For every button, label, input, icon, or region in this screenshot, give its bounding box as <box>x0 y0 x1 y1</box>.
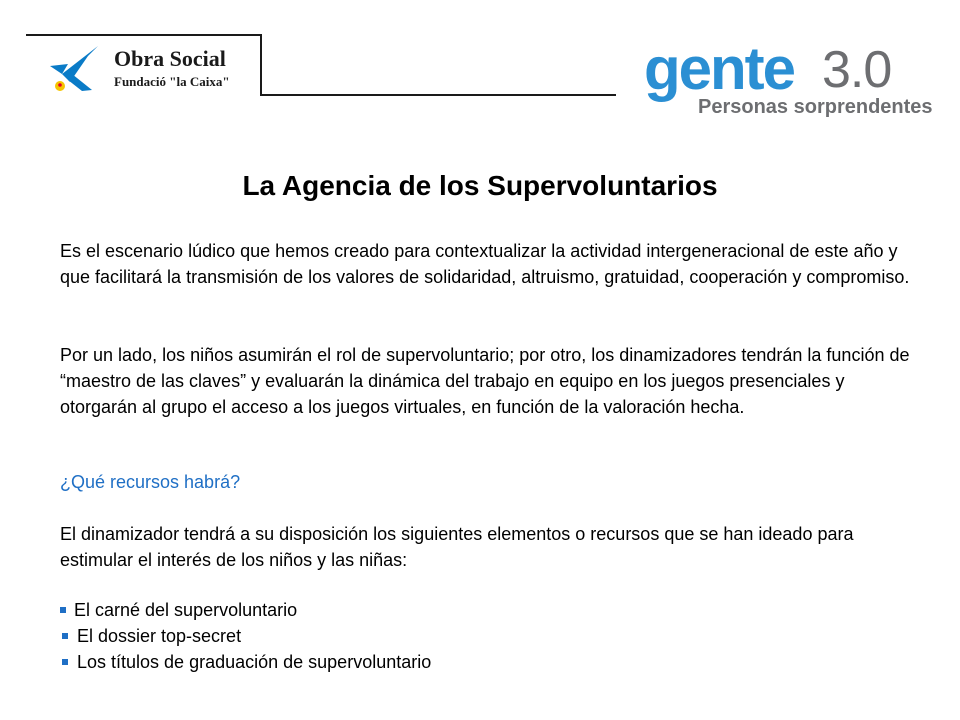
list-item <box>60 597 910 623</box>
list-item-label: El dossier top-secret <box>77 626 242 646</box>
list-item <box>60 649 910 675</box>
header-rule-vertical <box>260 34 262 96</box>
resources-question: ¿Qué recursos habrá? <box>60 472 241 492</box>
gente-logo-version: 3.0 <box>822 41 892 99</box>
star-blue-arm-main <box>62 46 98 82</box>
resources-paragraph: El dinamizador tendrá a su disposición los siguientes elementos o recursos que se han ideado para estimular el interés de los niños y las niñas: <box>60 524 854 570</box>
obra-social-la-caixa-logo <box>48 44 248 98</box>
resources-list <box>60 597 910 675</box>
gente-logo-word: gente <box>644 35 795 102</box>
gente-logo-tagline: Personas sorprendentes <box>698 96 933 118</box>
bullet-square-icon <box>62 633 68 639</box>
star-red-dot <box>58 83 62 87</box>
header-rule-bottom <box>260 94 616 96</box>
logo-caixa-line2: Fundació "la Caixa" <box>114 74 230 89</box>
intro-paragraph: Es el escenario lúdico que hemos creado para contextualizar la actividad intergeneracional de este año y que facilitará la transmisión de los valores de solidaridad, altruismo, gratuidad, cooperación y compromiso. <box>60 241 910 287</box>
bullet-square-icon <box>62 659 68 665</box>
list-item-label: El carné del supervoluntario <box>74 600 298 620</box>
caixa-star-icon <box>48 44 104 94</box>
list-item <box>60 623 910 649</box>
logo-caixa-line1: Obra Social <box>114 46 226 71</box>
page-title: La Agencia de los Supervoluntarios <box>242 170 718 201</box>
star-blue-arm-right <box>68 74 92 91</box>
bullet-square-icon <box>60 607 66 613</box>
gente-3-0-logo <box>644 35 936 124</box>
roles-paragraph: Por un lado, los niños asumirán el rol de supervoluntario; por otro, los dinamizadores tendrán la función de “maestro de las claves” y evaluarán la dinámica del trabajo en equipo en los juegos presenciales y otorgarán al grupo el acceso a los juegos virtuales, en función de la valoración hecha. <box>60 345 910 417</box>
list-item-label: Los títulos de graduación de supervoluntario <box>77 652 432 672</box>
header-rule-top-left <box>26 34 262 36</box>
